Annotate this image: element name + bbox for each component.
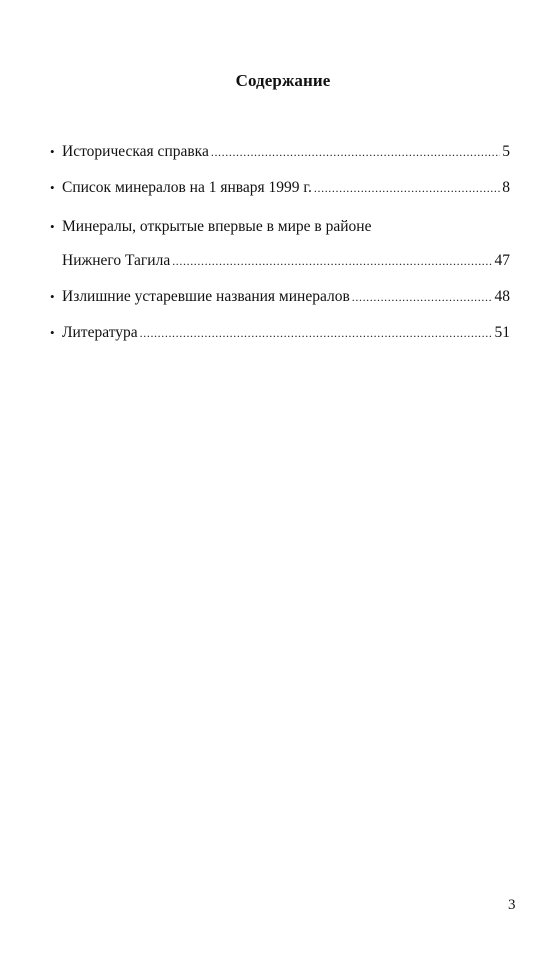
page-number: 3 xyxy=(508,897,516,913)
toc-entry-page: 5 xyxy=(502,143,510,160)
bullet-icon: • xyxy=(50,180,55,195)
toc-entry-label: Литература xyxy=(62,324,138,341)
toc-entry-first-discovered-minerals-continuation[interactable] xyxy=(62,250,510,272)
toc-entry-obsolete-names[interactable] xyxy=(50,286,510,308)
toc-entry-mineral-list[interactable] xyxy=(50,177,510,199)
toc-entry-label: Излишние устаревшие названия минералов xyxy=(62,288,350,305)
bullet-icon: • xyxy=(50,219,55,234)
toc-entry-label: Список минералов на 1 января 1999 г. xyxy=(62,179,312,196)
bullet-icon: • xyxy=(50,289,55,304)
bullet-icon: • xyxy=(50,144,55,159)
toc-entry-first-discovered-minerals[interactable] xyxy=(50,216,510,238)
bullet-icon: • xyxy=(50,325,55,340)
toc-entry-page: 48 xyxy=(494,288,510,305)
toc-entry-label-continuation: Нижнего Тагила xyxy=(62,252,171,269)
dot-leader xyxy=(211,141,500,163)
toc-entry-label: Историческая справка xyxy=(62,143,209,160)
toc-entry-historical-note[interactable] xyxy=(50,141,510,163)
dot-leader xyxy=(140,322,493,344)
contents-heading: Содержание xyxy=(235,71,331,90)
toc-entry-label: Минералы, открытые впервые в мире в районе xyxy=(62,218,372,235)
toc-entry-literature[interactable] xyxy=(50,322,510,344)
dot-leader xyxy=(352,286,493,308)
toc-entry-page: 8 xyxy=(502,179,510,196)
toc-entry-page: 51 xyxy=(494,324,510,341)
dot-leader xyxy=(314,177,500,199)
dot-leader xyxy=(172,250,492,272)
toc-entry-page: 47 xyxy=(494,252,510,269)
